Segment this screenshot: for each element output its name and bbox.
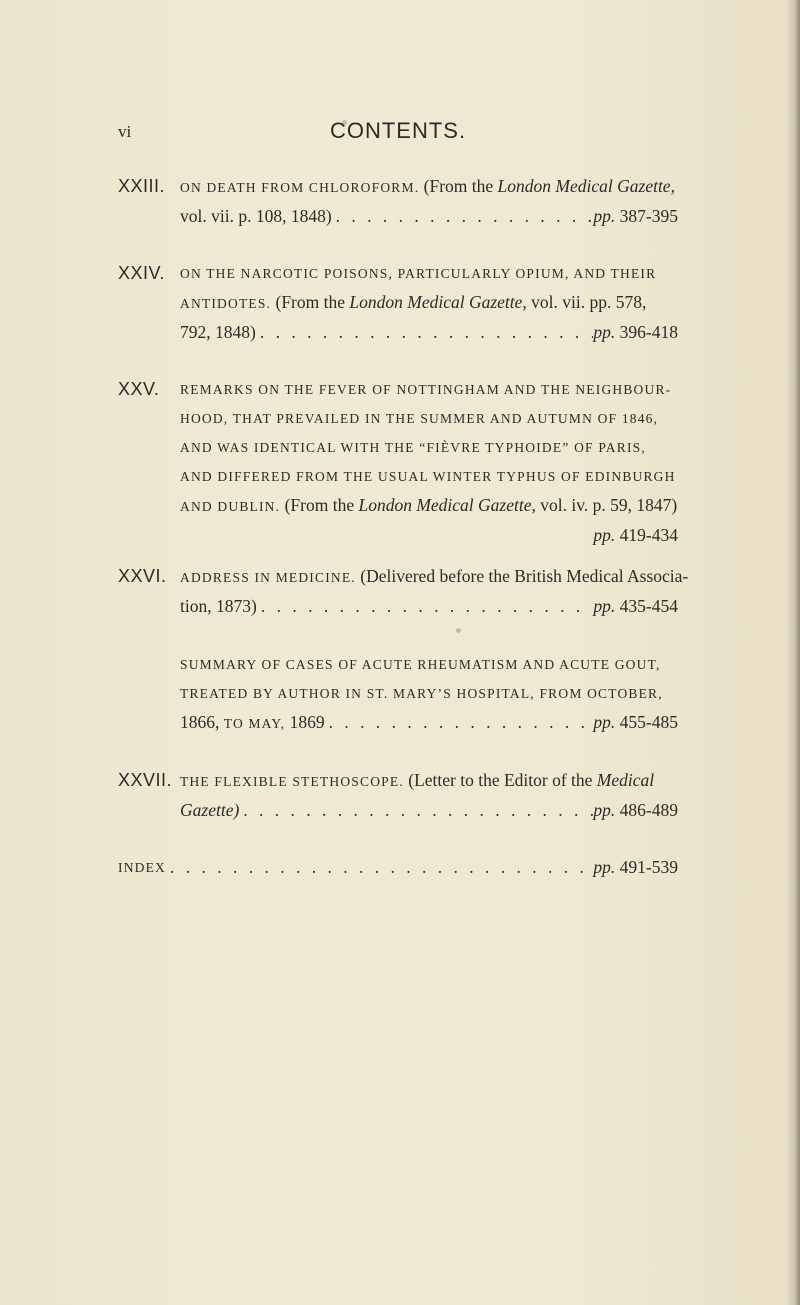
pp-label: pp. (593, 322, 616, 342)
entry-title: INDEX (118, 860, 166, 875)
pp-label: pp. (593, 596, 616, 616)
page-range: 455-485 (619, 712, 678, 732)
leader-dots (325, 708, 594, 738)
leader-dots (166, 853, 593, 882)
page-number: vi (118, 122, 132, 141)
page-range: 387-395 (619, 206, 678, 226)
entry-citation: vol. vii. pp. 578, (531, 292, 647, 312)
entry-title-cont: ANTIDOTES. (180, 296, 272, 311)
entry-numeral: XXVII. (118, 770, 173, 790)
entry-title-line: AND DUBLIN. (180, 499, 281, 514)
toc-entry-index (118, 853, 678, 882)
entry-numeral: XXIII. (118, 176, 166, 196)
entry-title-line: TO MAY, (223, 716, 286, 731)
page-range: 435-454 (619, 596, 678, 616)
entry-title-line: HOOD, THAT PREVAILED IN THE SUMMER AND AUTUMN OF 1846, (180, 411, 659, 426)
entry-numeral: XXVI. (118, 566, 167, 586)
entry-title-line: AND DIFFERED FROM THE USUAL WINTER TYPHUS OF EDINBURGH (180, 469, 676, 484)
running-header (118, 118, 678, 148)
entry-title-line: TREATED BY AUTHOR IN ST. MARY’S HOSPITAL, FROM OCTOBER, (180, 686, 663, 701)
entry-numeral: XXIV. (118, 263, 165, 283)
entry-title: ON THE NARCOTIC POISONS, PARTICULARLY OPIUM, AND THEIR (180, 266, 657, 281)
entry-source: (From the (275, 292, 346, 312)
leader-dots (239, 796, 593, 825)
entry-source: (From the (423, 176, 494, 196)
page-title: CONTENTS. (329, 118, 467, 143)
entry-source: (Letter to the Editor of the (408, 770, 593, 790)
pp-label: pp. (593, 857, 616, 877)
pp-label: pp. (593, 800, 616, 820)
entry-year: 1869 (289, 712, 325, 732)
entry-journal-cont: Gazette) (180, 800, 240, 820)
leader-dots (256, 318, 594, 347)
page-edge-shadow (786, 0, 800, 1305)
toc-entry-xxiii (118, 172, 678, 231)
entry-journal: London Medical Gazette, (349, 292, 527, 312)
page-range: 419-434 (619, 525, 678, 545)
page-range: 396-418 (619, 322, 678, 342)
toc-entry-xxvi (118, 562, 689, 621)
entry-citation: tion, 1873) (180, 596, 257, 616)
pp-label: pp. (593, 206, 616, 226)
entry-journal: London Medical Gazette, (358, 495, 536, 515)
entry-source: (Delivered before the British Medical Associa- (360, 566, 689, 586)
toc-entry-xxvii (118, 766, 678, 825)
toc-entry-xxv (118, 375, 678, 550)
entry-title: ON DEATH FROM CHLOROFORM. (180, 180, 420, 195)
entry-journal: London Medical Gazette, (497, 176, 675, 196)
entry-citation-cont: 792, 1848) (180, 322, 256, 342)
leader-dots (257, 592, 594, 621)
entry-title-line: AND WAS IDENTICAL WITH THE “FIÈVRE TYPHOIDE” OF PARIS, (180, 440, 646, 455)
leader-dots (332, 202, 594, 231)
entry-title: ADDRESS IN MEDICINE. (180, 570, 356, 585)
entry-title-line: REMARKS ON THE FEVER OF NOTTINGHAM AND THE NEIGHBOUR- (180, 382, 672, 397)
toc-entry-xxiv (118, 259, 678, 347)
pp-label: pp. (593, 525, 616, 545)
entry-year: 1866, (180, 712, 220, 732)
entry-numeral: XXV. (118, 379, 160, 399)
pp-label: pp. (593, 712, 616, 732)
paper-speck (342, 120, 347, 125)
page-range: 486-489 (619, 800, 678, 820)
page-range: 491-539 (619, 857, 678, 877)
entry-title-line: SUMMARY OF CASES OF ACUTE RHEUMATISM AND ACUTE GOUT, (180, 657, 661, 672)
entry-journal: Medical (596, 770, 655, 790)
entry-source: (From the (284, 495, 355, 515)
entry-citation: vol. vii. p. 108, 1848) (180, 206, 332, 226)
toc-entry-summary (118, 650, 678, 738)
entry-title: THE FLEXIBLE STETHOSCOPE. (180, 774, 404, 789)
paper-speck (456, 628, 461, 633)
entry-citation: vol. iv. p. 59, 1847) (540, 495, 678, 515)
